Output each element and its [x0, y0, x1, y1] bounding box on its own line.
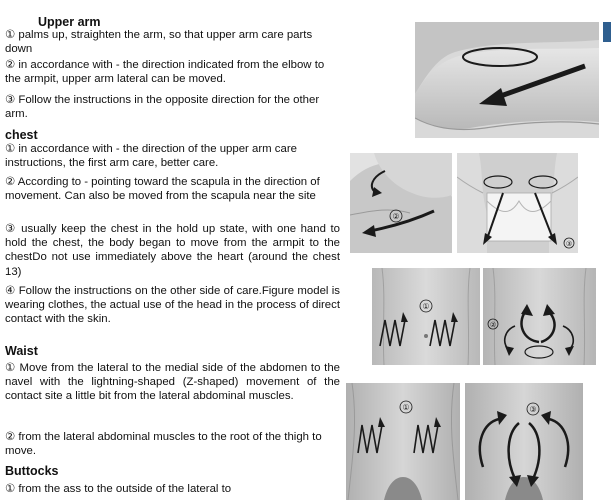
- waist-circular-illustration: [483, 268, 596, 365]
- chest-left-marker: ②: [392, 212, 400, 221]
- heading-upper-arm: Upper arm: [38, 15, 101, 29]
- heading-buttocks: Buttocks: [5, 464, 59, 478]
- waist-right-marker: ②: [489, 321, 497, 329]
- buttocks-step-1: ① from the ass to the outside of the lateral to: [5, 483, 232, 495]
- chest-step-4: ④ Follow the instructions on the other side of care.Figure model is wearing clothes, the actual use of the head in the process of direct contact with the skin.: [5, 285, 340, 326]
- figure-chest-left: [350, 153, 452, 253]
- chest-right-marker: ③: [565, 240, 573, 248]
- figure-buttocks-right: [465, 383, 583, 500]
- buttocks-right-marker: ③: [529, 405, 537, 414]
- page-edge-tab: [603, 22, 611, 42]
- figure-buttocks-left: [346, 383, 460, 500]
- heading-waist: Waist: [5, 344, 38, 358]
- buttocks-circular-illustration: [465, 383, 583, 500]
- buttocks-left-marker: ①: [402, 403, 410, 412]
- upper-arm-step-1: ① palms up, straighten the arm, so that upper arm care parts down: [5, 29, 313, 56]
- waist-step-1: ① Move from the lateral to the medial side of the abdomen to the navel with the lightning-shaped (Z-shaped) movement of the contact site a little bit from the lateral abdominal muscles.: [5, 362, 340, 403]
- upper-arm-illustration: [415, 22, 599, 138]
- chest-front-illustration: [457, 153, 578, 253]
- chest-arm-illustration: [350, 153, 452, 253]
- buttocks-zigzag-illustration: [346, 383, 460, 500]
- figure-waist-left: [372, 268, 480, 365]
- waist-left-marker: ①: [422, 302, 430, 311]
- heading-chest: chest: [5, 128, 38, 142]
- chest-step-3: ③ usually keep the chest in the hold up state, with one hand to hold the chest, the body began to move from the armpit to the chestDo not use immediately above the heart (around the chest 13): [5, 223, 340, 278]
- waist-zigzag-illustration: [372, 268, 480, 365]
- figure-waist-right: [483, 268, 596, 365]
- chest-step-2: ② According to - pointing toward the scapula in the direction of movement. Can also be moved from the scapula near the site: [5, 176, 320, 203]
- upper-arm-step-2: ② in accordance with - the direction indicated from the elbow to the armpit, upper arm lateral can be moved.: [5, 59, 325, 86]
- figure-upper-arm: [415, 22, 599, 138]
- chest-step-1: ① in accordance with - the direction of the upper arm care instructions, the first arm care, better care.: [5, 143, 297, 170]
- waist-step-2: ② from the lateral abdominal muscles to the root of the thigh to move.: [5, 431, 322, 458]
- figure-chest-right: [457, 153, 578, 253]
- upper-arm-step-3: ③ Follow the instructions in the opposite direction for the other arm.: [5, 94, 320, 121]
